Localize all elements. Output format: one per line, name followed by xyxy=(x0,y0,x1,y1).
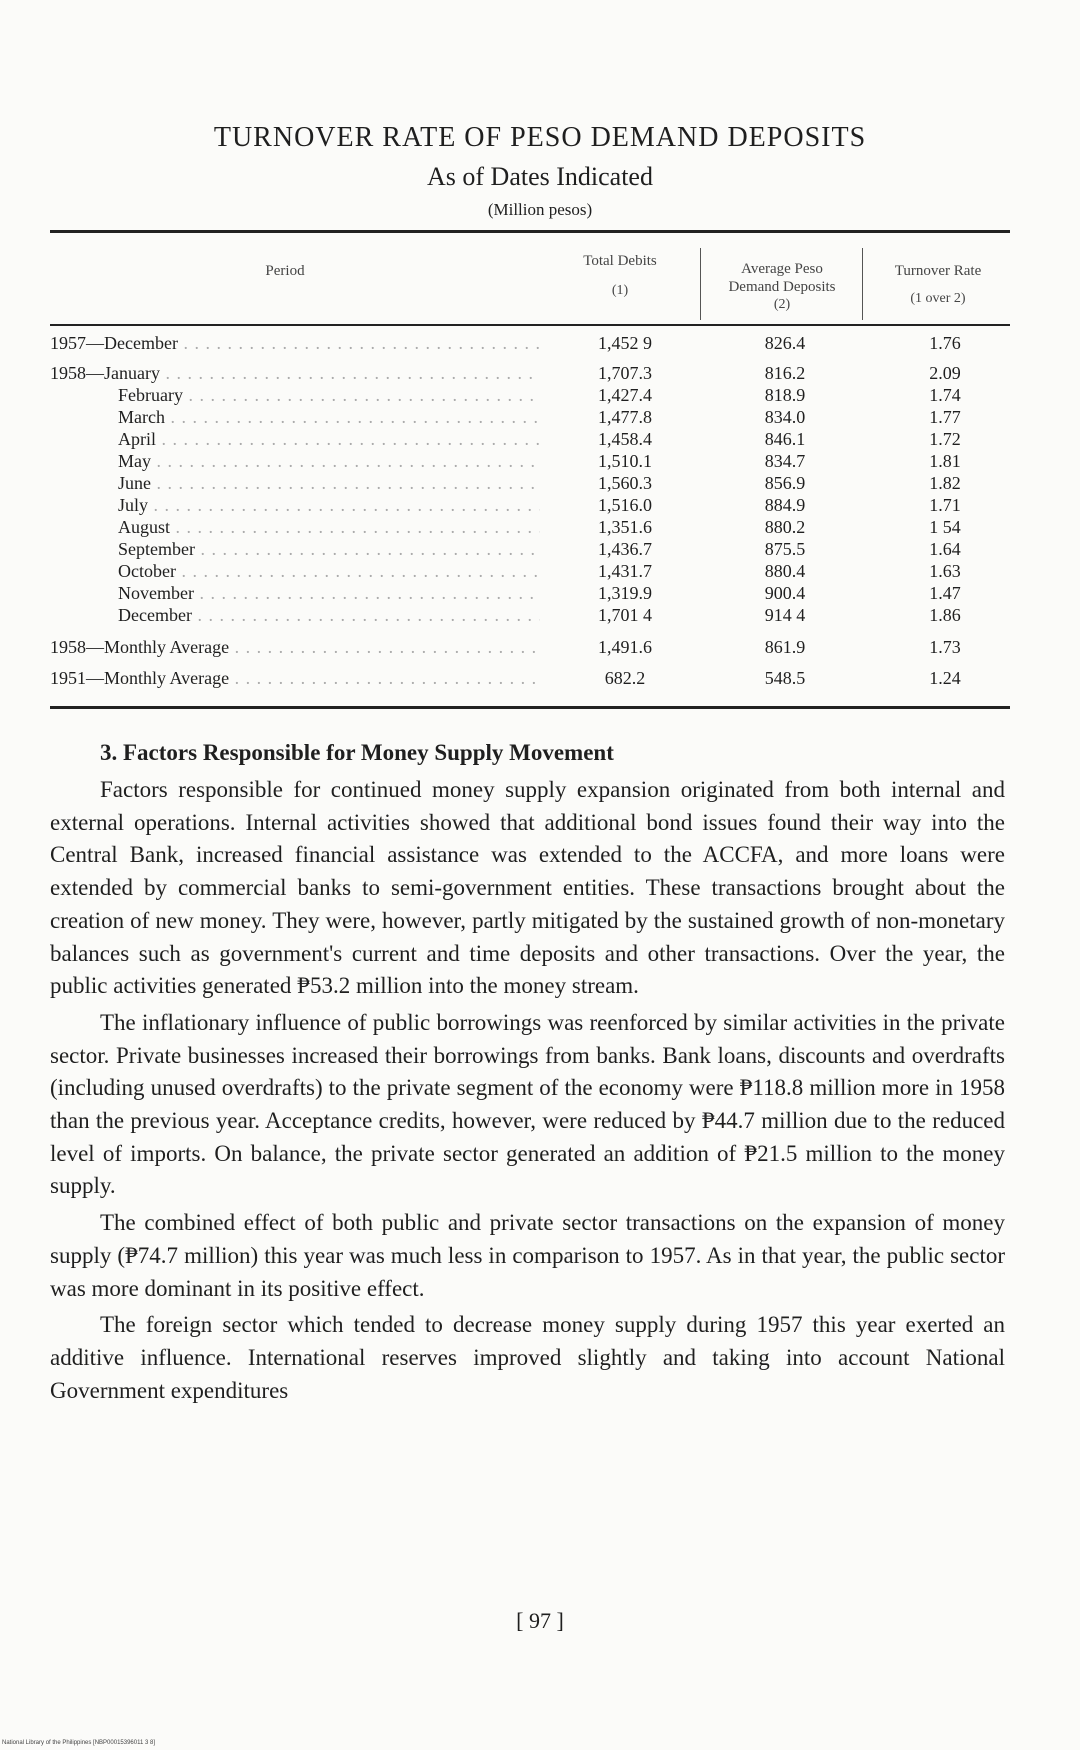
table-row xyxy=(50,516,1010,538)
row-avg-deposits: 861.9 xyxy=(764,637,806,657)
row-avg-deposits: 900.4 xyxy=(764,583,806,603)
row-period: July . . . xyxy=(118,494,540,516)
row-turnover-rate: 2.09 xyxy=(929,363,961,383)
header-rate-label: Turnover Rate xyxy=(894,263,982,279)
row-avg-deposits: 914 4 xyxy=(764,605,806,625)
paragraph: The foreign sector which tended to decrease money supply during 1957 this year exerted an additive influence. International reserves improved slightly and taking into account National Government expenditures xyxy=(50,1312,1005,1403)
table-row xyxy=(50,332,1010,354)
page-number: [ 97 ] xyxy=(516,1608,564,1633)
header-divider-1 xyxy=(700,248,701,320)
row-total-debits: 1,431.7 xyxy=(598,561,652,581)
table-row xyxy=(50,472,1010,494)
section-heading: 3. Factors Responsible for Money Supply Movement xyxy=(100,740,614,765)
table-row xyxy=(50,406,1010,428)
row-turnover-rate: 1.47 xyxy=(929,583,961,603)
table-row xyxy=(50,582,1010,604)
row-total-debits: 1,491.6 xyxy=(598,637,652,657)
row-turnover-rate: 1.72 xyxy=(929,429,961,449)
row-turnover-rate: 1.73 xyxy=(929,637,961,657)
row-turnover-rate: 1.71 xyxy=(929,495,961,515)
table-title: TURNOVER RATE OF PESO DEMAND DEPOSITS xyxy=(213,122,867,153)
header-avg xyxy=(702,260,862,314)
table-row xyxy=(50,428,1010,450)
row-total-debits: 1,458.4 xyxy=(598,429,652,449)
row-period: 1958—Monthly Average . . . xyxy=(50,636,540,658)
row-total-debits: 1,351.6 xyxy=(598,517,652,537)
row-turnover-rate: 1.24 xyxy=(929,668,961,688)
row-total-debits: 1,319.9 xyxy=(598,583,652,603)
row-period: February . . . xyxy=(118,384,540,406)
table-unit: (Million pesos) xyxy=(487,200,593,219)
row-avg-deposits: 818.9 xyxy=(764,385,806,405)
table-row xyxy=(50,538,1010,560)
row-avg-deposits: 834.7 xyxy=(764,451,806,471)
row-total-debits: 1,707.3 xyxy=(598,363,652,383)
table-subtitle: As of Dates Indicated xyxy=(427,162,653,191)
row-period: June . . . xyxy=(118,472,540,494)
table-bottom-rule xyxy=(50,706,1010,709)
paragraph: The combined effect of both public and private sector transactions on the expansion of money supply (₱74.7 million) this year was much less in comparison to 1957. As in that year, the public sector was more dominant in its positive effect. xyxy=(50,1210,1005,1301)
header-avg-line1: Average Peso xyxy=(741,261,823,277)
row-total-debits: 1,560.3 xyxy=(598,473,652,493)
row-turnover-rate: 1.64 xyxy=(929,539,961,559)
row-total-debits: 1,477.8 xyxy=(598,407,652,427)
row-turnover-rate: 1.76 xyxy=(929,333,961,353)
paragraph: Factors responsible for continued money supply expansion originated from both internal and external operations. Internal activities showed that additional bond issues found their way into the Central Bank, increased financial assistance was extended to the ACCFA, and more loans were extended by commercial banks to semi-government entities. These transactions brought about the creation of new money. They were, however, partly mitigated by the sustained growth of non-monetary balances such as government's current and time deposits and other transactions. Over the year, the public activities generated ₱53.2 million into the money stream. xyxy=(50,777,1005,999)
body-text xyxy=(50,774,1005,1411)
row-period: 1957—December . . . xyxy=(50,332,540,354)
row-period: March . . . xyxy=(118,406,540,428)
library-footer: National Library of the Philippines [NBP00015396011 3 8] xyxy=(2,1740,155,1746)
row-avg-deposits: 856.9 xyxy=(764,473,806,493)
header-rate xyxy=(866,262,1010,308)
row-turnover-rate: 1 54 xyxy=(929,517,961,537)
row-period: April . . . xyxy=(118,428,540,450)
row-total-debits: 1,436.7 xyxy=(598,539,652,559)
row-avg-deposits: 880.2 xyxy=(764,517,806,537)
table-row xyxy=(50,667,1010,689)
row-turnover-rate: 1.86 xyxy=(929,605,961,625)
row-total-debits: 1,701 4 xyxy=(598,605,652,625)
row-period: November . . . xyxy=(118,582,540,604)
header-debits-label: Total Debits xyxy=(583,253,657,269)
row-turnover-rate: 1.63 xyxy=(929,561,961,581)
row-turnover-rate: 1.81 xyxy=(929,451,961,471)
row-period: August . . . xyxy=(118,516,540,538)
header-period: Period xyxy=(265,263,305,279)
paragraph: The inflationary influence of public borrowings was reenforced by similar activities in the private sector. Private businesses increased their borrowings from banks. Bank loans, discounts and overdrafts (including unused overdrafts) to the private segment of the economy were ₱118.8 million more in 1958 than the previous year. Acceptance credits, however, were reduced by ₱44.7 million due to the reduced level of imports. On balance, the private sector generated an addition of ₱21.5 million to the money supply. xyxy=(50,1009,1005,1199)
row-total-debits: 682.2 xyxy=(604,668,646,688)
row-period: 1958—January . . . xyxy=(50,362,540,384)
row-avg-deposits: 834.0 xyxy=(764,407,806,427)
row-avg-deposits: 826.4 xyxy=(764,333,806,353)
table-row xyxy=(50,450,1010,472)
table-top-rule xyxy=(50,230,1010,233)
header-avg-line2: Demand Deposits xyxy=(728,279,836,295)
header-debits-num: (1) xyxy=(611,283,629,298)
header-divider-2 xyxy=(862,248,863,320)
row-total-debits: 1,452 9 xyxy=(598,333,652,353)
table-row xyxy=(50,636,1010,658)
table-row xyxy=(50,494,1010,516)
row-period: September . . . xyxy=(118,538,540,560)
row-total-debits: 1,516.0 xyxy=(598,495,652,515)
row-avg-deposits: 816.2 xyxy=(764,363,806,383)
row-turnover-rate: 1.82 xyxy=(929,473,961,493)
row-period: December . . . xyxy=(118,604,540,626)
table-row xyxy=(50,560,1010,582)
row-period: October . . . xyxy=(118,560,540,582)
header-rate-num: (1 over 2) xyxy=(910,291,966,306)
header-avg-num: (2) xyxy=(773,297,791,312)
row-turnover-rate: 1.77 xyxy=(929,407,961,427)
row-turnover-rate: 1.74 xyxy=(929,385,961,405)
row-total-debits: 1,427.4 xyxy=(598,385,652,405)
header-debits xyxy=(560,252,680,300)
row-avg-deposits: 880.4 xyxy=(764,561,806,581)
row-avg-deposits: 846.1 xyxy=(764,429,806,449)
row-avg-deposits: 884.9 xyxy=(764,495,806,515)
table-row xyxy=(50,362,1010,384)
row-total-debits: 1,510.1 xyxy=(598,451,652,471)
row-avg-deposits: 875.5 xyxy=(764,539,806,559)
row-period: May . . . xyxy=(118,450,540,472)
row-avg-deposits: 548.5 xyxy=(764,668,806,688)
row-period: 1951—Monthly Average . . . xyxy=(50,667,540,689)
table-row xyxy=(50,384,1010,406)
table-row xyxy=(50,604,1010,626)
header-bottom-rule xyxy=(50,324,1010,326)
